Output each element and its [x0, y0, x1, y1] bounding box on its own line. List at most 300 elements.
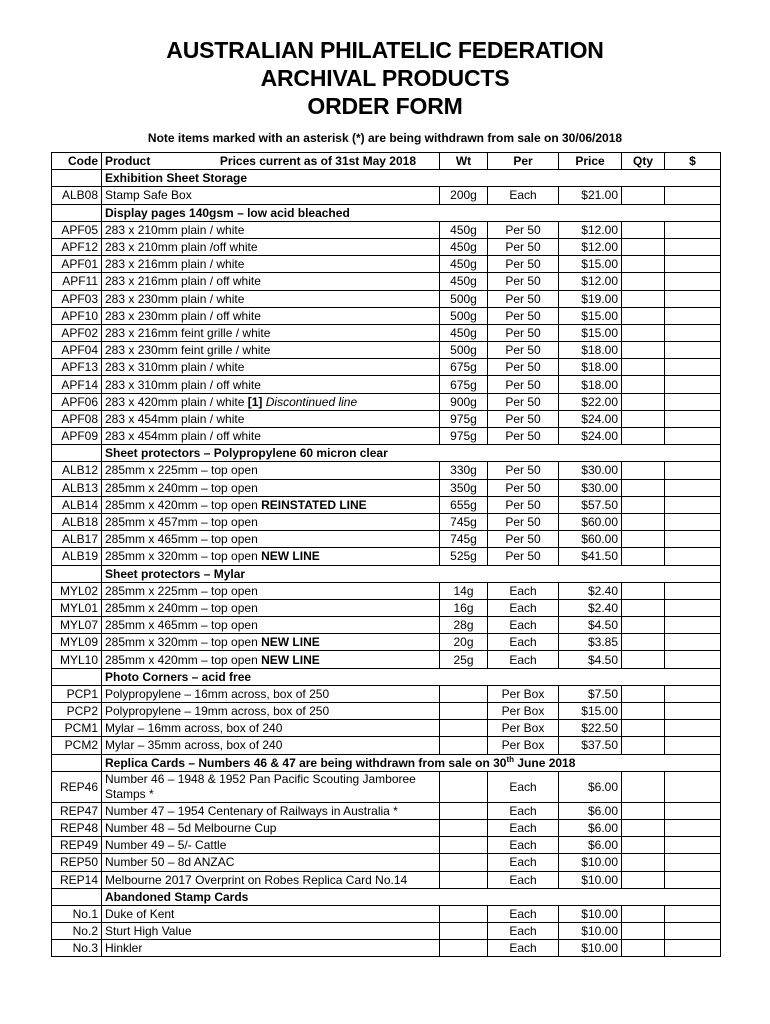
- item-price: $12.00: [559, 238, 622, 255]
- item-weight: 975g: [440, 428, 488, 445]
- item-weight: [440, 871, 488, 888]
- item-product: [102, 462, 440, 479]
- amount-cell[interactable]: [665, 617, 721, 634]
- product-row: [52, 940, 721, 957]
- item-product: [102, 905, 440, 922]
- item-per: Each: [488, 854, 559, 871]
- item-code: MYL02: [52, 582, 102, 599]
- item-per: Each: [488, 940, 559, 957]
- amount-cell[interactable]: [665, 548, 721, 565]
- item-product: [102, 737, 440, 754]
- item-product: [102, 479, 440, 496]
- qty-cell[interactable]: [622, 410, 665, 427]
- item-per: Per 50: [488, 290, 559, 307]
- item-product: [102, 802, 440, 819]
- section-title-text: Sheet protectors – Polypropylene 60 micron clear: [105, 446, 388, 461]
- section-header-row: [52, 888, 721, 905]
- item-price: $15.00: [559, 307, 622, 324]
- item-per: Per 50: [488, 324, 559, 341]
- amount-cell[interactable]: [665, 428, 721, 445]
- qty-cell[interactable]: [622, 496, 665, 513]
- product-row: [52, 462, 721, 479]
- item-price: $6.00: [559, 819, 622, 836]
- item-code: APF01: [52, 256, 102, 273]
- item-product-text: 285mm x 465mm – top open: [105, 618, 258, 633]
- qty-cell[interactable]: [622, 531, 665, 548]
- section-title-text: Sheet protectors – Mylar: [105, 566, 246, 581]
- item-per: Per Box: [488, 685, 559, 702]
- amount-cell[interactable]: [665, 905, 721, 922]
- item-per: Each: [488, 771, 559, 802]
- item-product: [102, 238, 440, 255]
- section-code-cell: [52, 754, 102, 771]
- title-line-1: AUSTRALIAN PHILATELIC FEDERATION: [166, 37, 604, 63]
- item-per: Per 50: [488, 376, 559, 393]
- header-qty: Qty: [622, 153, 665, 170]
- item-code: PCM2: [52, 737, 102, 754]
- amount-cell[interactable]: [665, 496, 721, 513]
- item-product: [102, 599, 440, 616]
- item-weight: 450g: [440, 273, 488, 290]
- amount-cell[interactable]: [665, 359, 721, 376]
- qty-cell[interactable]: [622, 462, 665, 479]
- product-row: [52, 634, 721, 651]
- item-product: [102, 324, 440, 341]
- item-product-text: 283 x 216mm plain / off white: [105, 274, 261, 289]
- item-product: [102, 923, 440, 940]
- item-weight: [440, 905, 488, 922]
- item-weight: 25g: [440, 651, 488, 668]
- item-per: Per Box: [488, 720, 559, 737]
- amount-cell[interactable]: [665, 582, 721, 599]
- title-line-2: ARCHIVAL PRODUCTS: [260, 65, 510, 91]
- item-product-text: Sturt High Value: [105, 924, 192, 939]
- item-product: [102, 634, 440, 651]
- item-weight: 450g: [440, 221, 488, 238]
- item-product: [102, 513, 440, 530]
- item-product: [102, 871, 440, 888]
- qty-cell[interactable]: [622, 617, 665, 634]
- section-header-row: [52, 754, 721, 771]
- item-product: [102, 531, 440, 548]
- item-product-text: Duke of Kent: [105, 906, 175, 921]
- item-weight: 745g: [440, 513, 488, 530]
- section-code-cell: [52, 445, 102, 462]
- amount-cell[interactable]: [665, 273, 721, 290]
- section-title-text: Replica Cards – Numbers 46 & 47 are being withdrawn from sale on 30: [105, 755, 507, 770]
- item-per: Per 50: [488, 496, 559, 513]
- item-price: $6.00: [559, 802, 622, 819]
- item-price: $24.00: [559, 410, 622, 427]
- item-product-text: Number 46 – 1948 & 1952 Pan Pacific Scouting Jamboree Stamps *: [105, 771, 416, 801]
- item-product-flag: NEW LINE: [261, 549, 320, 564]
- item-weight: [440, 737, 488, 754]
- item-product-text: 283 x 454mm plain / off white: [105, 429, 261, 444]
- amount-cell[interactable]: [665, 837, 721, 854]
- item-price: $18.00: [559, 376, 622, 393]
- section-title-text: Photo Corners – acid free: [105, 669, 252, 684]
- item-per: Each: [488, 871, 559, 888]
- item-code: APF11: [52, 273, 102, 290]
- item-product: [102, 376, 440, 393]
- amount-cell[interactable]: [665, 531, 721, 548]
- amount-cell[interactable]: [665, 479, 721, 496]
- qty-cell[interactable]: [622, 376, 665, 393]
- qty-cell[interactable]: [622, 651, 665, 668]
- item-product-text: 285mm x 465mm – top open: [105, 532, 258, 547]
- qty-cell[interactable]: [622, 290, 665, 307]
- item-price: $12.00: [559, 221, 622, 238]
- item-price: $60.00: [559, 531, 622, 548]
- item-code: APF04: [52, 342, 102, 359]
- item-per: Per 50: [488, 479, 559, 496]
- qty-cell[interactable]: [622, 342, 665, 359]
- item-per: Each: [488, 187, 559, 204]
- amount-cell[interactable]: [665, 376, 721, 393]
- section-code-cell: [52, 565, 102, 582]
- section-title: [102, 668, 721, 685]
- amount-cell[interactable]: [665, 599, 721, 616]
- item-weight: [440, 720, 488, 737]
- item-product-flag: NEW LINE: [261, 652, 320, 667]
- item-per: Each: [488, 905, 559, 922]
- amount-cell[interactable]: [665, 771, 721, 802]
- product-row: [52, 582, 721, 599]
- item-product-text: Hinkler: [105, 941, 143, 956]
- item-product: [102, 771, 440, 802]
- item-product-text: 283 x 310mm plain / off white: [105, 377, 261, 392]
- item-price: $4.50: [559, 617, 622, 634]
- item-weight: [440, 703, 488, 720]
- item-product-text: Stamp Safe Box: [105, 188, 192, 203]
- item-weight: 500g: [440, 342, 488, 359]
- item-product-text: 283 x 230mm plain / white: [105, 291, 245, 306]
- item-product-text: 283 x 310mm plain / white: [105, 360, 245, 375]
- amount-cell[interactable]: [665, 651, 721, 668]
- amount-cell[interactable]: [665, 342, 721, 359]
- qty-cell[interactable]: [622, 238, 665, 255]
- item-code: MYL01: [52, 599, 102, 616]
- item-price: $22.50: [559, 720, 622, 737]
- item-code: No.3: [52, 940, 102, 957]
- item-price: $10.00: [559, 905, 622, 922]
- item-weight: 500g: [440, 307, 488, 324]
- item-product: [102, 342, 440, 359]
- item-per: Each: [488, 923, 559, 940]
- item-product: [102, 273, 440, 290]
- item-code: ALB13: [52, 479, 102, 496]
- qty-cell[interactable]: [622, 634, 665, 651]
- qty-cell[interactable]: [622, 819, 665, 836]
- amount-cell[interactable]: [665, 940, 721, 957]
- item-code: APF02: [52, 324, 102, 341]
- qty-cell[interactable]: [622, 221, 665, 238]
- item-code: PCP1: [52, 685, 102, 702]
- qty-cell[interactable]: [622, 871, 665, 888]
- item-per: Per 50: [488, 428, 559, 445]
- amount-cell[interactable]: [665, 720, 721, 737]
- item-code: ALB14: [52, 496, 102, 513]
- qty-cell[interactable]: [622, 393, 665, 410]
- item-weight: 675g: [440, 359, 488, 376]
- item-code: MYL07: [52, 617, 102, 634]
- product-row: [52, 720, 721, 737]
- section-title-text: Exhibition Sheet Storage: [105, 171, 248, 186]
- item-price: $4.50: [559, 651, 622, 668]
- item-product: [102, 496, 440, 513]
- qty-cell[interactable]: [622, 479, 665, 496]
- amount-cell[interactable]: [665, 462, 721, 479]
- item-weight: [440, 685, 488, 702]
- item-product-text: 285mm x 240mm – top open: [105, 480, 258, 495]
- item-product-text: Polypropylene – 19mm across, box of 250: [105, 704, 330, 719]
- amount-cell[interactable]: [665, 393, 721, 410]
- item-price: $6.00: [559, 837, 622, 854]
- item-per: Each: [488, 819, 559, 836]
- qty-cell[interactable]: [622, 428, 665, 445]
- qty-cell[interactable]: [622, 905, 665, 922]
- table-header-row: [52, 153, 721, 170]
- product-row: [52, 703, 721, 720]
- qty-cell[interactable]: [622, 771, 665, 802]
- amount-cell[interactable]: [665, 324, 721, 341]
- item-product-text: 283 x 230mm feint grille / white: [105, 343, 271, 358]
- item-price: $10.00: [559, 854, 622, 871]
- amount-cell[interactable]: [665, 737, 721, 754]
- qty-cell[interactable]: [622, 513, 665, 530]
- item-weight: 200g: [440, 187, 488, 204]
- item-weight: 20g: [440, 634, 488, 651]
- qty-cell[interactable]: [622, 582, 665, 599]
- header-per: Per: [488, 153, 559, 170]
- item-code: No.1: [52, 905, 102, 922]
- product-row: [52, 187, 721, 204]
- item-code: APF12: [52, 238, 102, 255]
- item-price: $7.50: [559, 685, 622, 702]
- item-price: $21.00: [559, 187, 622, 204]
- item-per: Per 50: [488, 273, 559, 290]
- section-title: [102, 754, 721, 771]
- section-code-cell: [52, 204, 102, 221]
- item-per: Per 50: [488, 221, 559, 238]
- product-row: [52, 256, 721, 273]
- item-price: $6.00: [559, 771, 622, 802]
- amount-cell[interactable]: [665, 871, 721, 888]
- form-header: [0, 36, 770, 145]
- item-product-text: 283 x 230mm plain / off white: [105, 308, 261, 323]
- item-product-text: 285mm x 320mm – top open: [105, 549, 262, 564]
- product-row: [52, 324, 721, 341]
- item-price: $22.00: [559, 393, 622, 410]
- item-product-text: Melbourne 2017 Overprint on Robes Replica Card No.14: [105, 872, 408, 887]
- product-row: [52, 802, 721, 819]
- item-product-flag: NEW LINE: [261, 635, 320, 650]
- item-price: $3.85: [559, 634, 622, 651]
- section-header-row: [52, 668, 721, 685]
- item-price: $2.40: [559, 582, 622, 599]
- section-header-row: [52, 565, 721, 582]
- item-weight: 975g: [440, 410, 488, 427]
- item-product: [102, 837, 440, 854]
- item-code: APF05: [52, 221, 102, 238]
- product-row: [52, 376, 721, 393]
- item-product: [102, 290, 440, 307]
- item-price: $18.00: [559, 342, 622, 359]
- item-code: No.2: [52, 923, 102, 940]
- section-title-text: Abandoned Stamp Cards: [105, 889, 249, 904]
- item-code: REP14: [52, 871, 102, 888]
- item-product: [102, 854, 440, 871]
- qty-cell[interactable]: [622, 324, 665, 341]
- product-row: [52, 617, 721, 634]
- item-code: ALB17: [52, 531, 102, 548]
- item-weight: 900g: [440, 393, 488, 410]
- section-title: [102, 445, 721, 462]
- amount-cell[interactable]: [665, 923, 721, 940]
- item-per: Each: [488, 617, 559, 634]
- item-code: REP48: [52, 819, 102, 836]
- qty-cell[interactable]: [622, 737, 665, 754]
- item-weight: 745g: [440, 531, 488, 548]
- qty-cell[interactable]: [622, 837, 665, 854]
- item-product-text: 283 x 216mm feint grille / white: [105, 325, 271, 340]
- qty-cell[interactable]: [622, 359, 665, 376]
- withdrawal-note: Note items marked with an asterisk (*) are being withdrawn from sale on 30/06/2018: [147, 131, 623, 145]
- item-weight: [440, 940, 488, 957]
- amount-cell[interactable]: [665, 221, 721, 238]
- product-row: [52, 428, 721, 445]
- item-per: Per 50: [488, 393, 559, 410]
- qty-cell[interactable]: [622, 685, 665, 702]
- item-product: [102, 819, 440, 836]
- qty-cell[interactable]: [622, 187, 665, 204]
- item-code: REP49: [52, 837, 102, 854]
- item-product-note: Discontinued line: [262, 394, 358, 409]
- qty-cell[interactable]: [622, 802, 665, 819]
- amount-cell[interactable]: [665, 513, 721, 530]
- item-price: $18.00: [559, 359, 622, 376]
- item-product: [102, 582, 440, 599]
- qty-cell[interactable]: [622, 703, 665, 720]
- header-product: [102, 153, 440, 170]
- amount-cell[interactable]: [665, 703, 721, 720]
- item-weight: [440, 819, 488, 836]
- header-prices-current: Prices current as of 31st May 2018: [219, 154, 416, 169]
- product-row: [52, 854, 721, 871]
- qty-cell[interactable]: [622, 548, 665, 565]
- item-code: APF06: [52, 393, 102, 410]
- item-price: $41.50: [559, 548, 622, 565]
- product-row: [52, 393, 721, 410]
- item-weight: [440, 854, 488, 871]
- product-row: [52, 837, 721, 854]
- item-per: Per Box: [488, 737, 559, 754]
- product-row: [52, 548, 721, 565]
- item-product-text: Mylar – 35mm across, box of 240: [105, 738, 283, 753]
- product-row: [52, 737, 721, 754]
- product-row: [52, 771, 721, 802]
- amount-cell[interactable]: [665, 410, 721, 427]
- item-weight: 350g: [440, 479, 488, 496]
- amount-cell[interactable]: [665, 238, 721, 255]
- item-product-text: Polypropylene – 16mm across, box of 250: [105, 686, 330, 701]
- qty-cell[interactable]: [622, 273, 665, 290]
- item-weight: [440, 837, 488, 854]
- item-price: $15.00: [559, 324, 622, 341]
- amount-cell[interactable]: [665, 854, 721, 871]
- item-product: [102, 307, 440, 324]
- qty-cell[interactable]: [622, 923, 665, 940]
- item-product-text: 285mm x 225mm – top open: [105, 583, 258, 598]
- section-title-text: Display pages 140gsm – low acid bleached: [105, 205, 350, 220]
- item-per: Each: [488, 651, 559, 668]
- qty-cell[interactable]: [622, 940, 665, 957]
- item-code: REP47: [52, 802, 102, 819]
- item-price: $19.00: [559, 290, 622, 307]
- product-row: [52, 479, 721, 496]
- amount-cell[interactable]: [665, 187, 721, 204]
- item-weight: 500g: [440, 290, 488, 307]
- amount-cell[interactable]: [665, 290, 721, 307]
- item-per: Each: [488, 837, 559, 854]
- item-per: Each: [488, 634, 559, 651]
- item-code: APF03: [52, 290, 102, 307]
- item-price: $10.00: [559, 923, 622, 940]
- item-code: REP46: [52, 771, 102, 802]
- qty-cell[interactable]: [622, 854, 665, 871]
- item-per: Per 50: [488, 307, 559, 324]
- amount-cell[interactable]: [665, 307, 721, 324]
- qty-cell[interactable]: [622, 720, 665, 737]
- item-code: MYL10: [52, 651, 102, 668]
- section-title: [102, 888, 721, 905]
- product-row: [52, 923, 721, 940]
- item-price: $60.00: [559, 513, 622, 530]
- item-per: Per 50: [488, 342, 559, 359]
- section-title: [102, 170, 721, 187]
- product-row: [52, 513, 721, 530]
- item-weight: 450g: [440, 324, 488, 341]
- item-product-flag: REINSTATED LINE: [261, 497, 367, 512]
- amount-cell[interactable]: [665, 819, 721, 836]
- item-product-text: Number 47 – 1954 Centenary of Railways in Australia *: [105, 803, 398, 818]
- item-per: Per 50: [488, 513, 559, 530]
- item-weight: 655g: [440, 496, 488, 513]
- item-weight: 450g: [440, 256, 488, 273]
- header-product-label: Product: [105, 154, 151, 169]
- item-per: Per 50: [488, 359, 559, 376]
- product-row: [52, 238, 721, 255]
- item-weight: 525g: [440, 548, 488, 565]
- section-header-row: [52, 445, 721, 462]
- product-row: [52, 651, 721, 668]
- qty-cell[interactable]: [622, 307, 665, 324]
- amount-cell[interactable]: [665, 802, 721, 819]
- amount-cell[interactable]: [665, 634, 721, 651]
- item-price: $30.00: [559, 462, 622, 479]
- product-row: [52, 496, 721, 513]
- qty-cell[interactable]: [622, 599, 665, 616]
- item-product-text: Number 48 – 5d Melbourne Cup: [105, 821, 277, 836]
- amount-cell[interactable]: [665, 685, 721, 702]
- item-weight: 450g: [440, 238, 488, 255]
- item-per: Each: [488, 802, 559, 819]
- amount-cell[interactable]: [665, 256, 721, 273]
- item-product-text: 285mm x 240mm – top open: [105, 600, 258, 615]
- product-row: [52, 819, 721, 836]
- item-per: Per 50: [488, 256, 559, 273]
- qty-cell[interactable]: [622, 256, 665, 273]
